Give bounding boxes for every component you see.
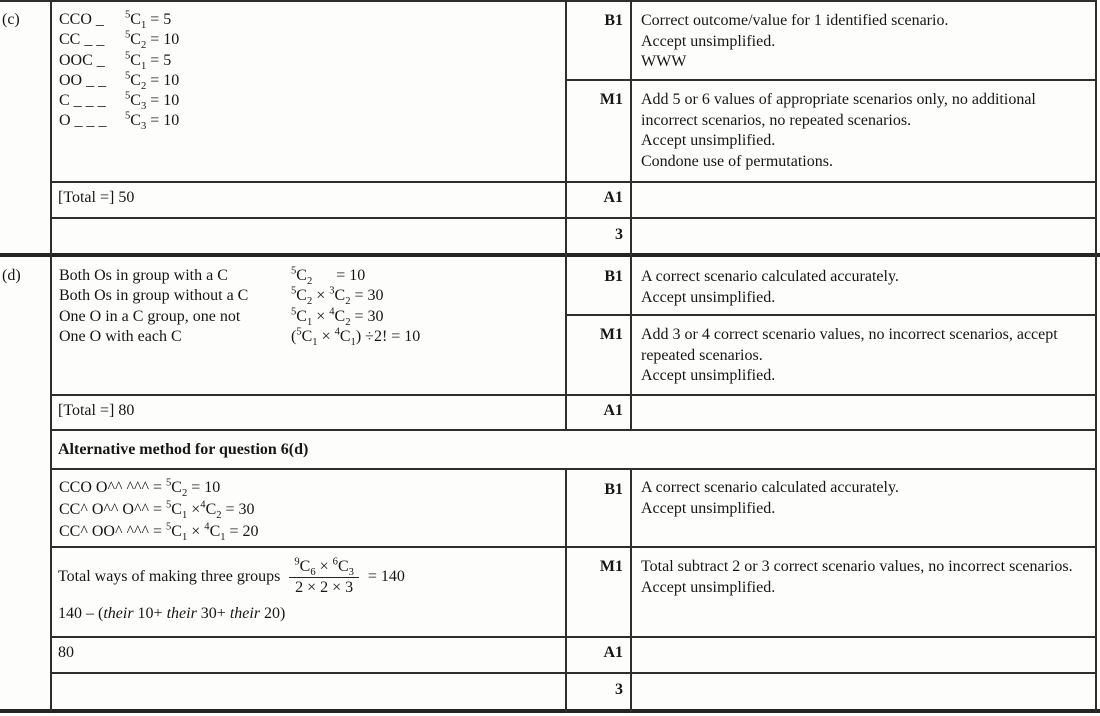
- subtraction-line: 140 – (their 10+ their 30+ their 20): [58, 605, 286, 622]
- border-bottom: [0, 709, 1100, 713]
- guidance-line: Correct outcome/value for 1 identified scenario.: [641, 12, 949, 29]
- mark-a1-part-d: A1: [603, 402, 623, 419]
- scenario-formula: $^5C_1 = 5$: [125, 9, 172, 32]
- guidance-line: Accept unsimplified.: [641, 32, 776, 50]
- alternative-scenarios-cell: [59, 477, 259, 543]
- guidance-line: Add 5 or 6 values of appropriate scenarios only, no additional incorrect scenarios, no repeated scenarios.: [641, 91, 1036, 129]
- guidance-b1-alternative: [641, 478, 1093, 519]
- scenario-formula: $^5C_3 = 10$: [125, 111, 180, 133]
- total-ways-prefix: Total ways of making three groups: [58, 568, 281, 585]
- fraction-denominator: 2 × 2 × 3: [295, 578, 354, 596]
- mark-total-part-d: 3: [615, 681, 623, 698]
- question-part-c-label: (c): [2, 11, 20, 28]
- fraction-numerator: $^9C_6 \times ^6C_3$: [289, 558, 359, 578]
- scenario-description: Both Os in group with a C: [59, 267, 228, 284]
- border-alt-scenarios-top: [50, 468, 1097, 470]
- scenario-formula: $^5C_2$ = 10: [291, 265, 366, 288]
- scenario-line: CC^ O^^ O^^ = $^5C_1 \times^4C_2 = 30$: [59, 499, 255, 522]
- border-guidance-column-lower: [630, 468, 632, 713]
- guidance-b1-part-c: [641, 11, 1093, 73]
- guidance-line: A correct scenario calculated accurately.: [641, 479, 899, 496]
- guidance-line: Accept unsimplified.: [641, 132, 776, 149]
- guidance-line: Condone use of permutations.: [641, 152, 833, 170]
- guidance-m1-alternative: [641, 557, 1093, 598]
- question-part-d-label: (d): [2, 267, 21, 284]
- border-c-b1-m1: [565, 79, 1097, 81]
- scenario-description: One O in a C group, one not: [59, 307, 241, 325]
- border-top: [0, 0, 1097, 2]
- mark-b1-part-c: B1: [604, 12, 623, 29]
- mark-b1-alternative: B1: [604, 481, 623, 498]
- scenario-pattern: CCO _: [59, 11, 104, 28]
- scenario-description: One O with each C: [59, 327, 182, 345]
- mark-total-part-c: 3: [615, 226, 623, 243]
- scenario-line: [59, 71, 179, 91]
- border-mark-column-upper: [565, 0, 567, 431]
- scenario-line: [59, 10, 179, 30]
- guidance-line: Accept unsimplified.: [641, 578, 776, 596]
- scenario-formula: $^5C_2 = 10$: [125, 29, 180, 52]
- mark-b1-part-d: B1: [604, 268, 623, 285]
- border-d-total-top: [50, 394, 1097, 396]
- scenario-formula: $^5C_2 = 10$: [125, 70, 180, 93]
- border-label-column: [50, 0, 52, 713]
- final-answer: 80: [58, 644, 74, 661]
- combination-fraction: [289, 558, 359, 597]
- guidance-line: Accept unsimplified.: [641, 288, 776, 306]
- scenario-formula: $(^5C_1 \times ^4C_1) \div 2$! = 10: [291, 326, 421, 349]
- alternative-method-header: Alternative method for question 6(d): [58, 441, 309, 458]
- mark-m1-part-c: M1: [599, 91, 623, 108]
- part-c-total-line: [Total =] 50: [58, 189, 135, 206]
- mark-m1-alternative: M1: [599, 558, 623, 575]
- scenario-formula: $^5C_3 = 10$: [125, 90, 180, 113]
- scenario-line: [59, 91, 179, 111]
- guidance-b1-part-d: [641, 267, 1093, 308]
- section-separator-c-d: [0, 253, 1100, 257]
- scenario-pattern: C _ _ _: [59, 92, 106, 110]
- scenario-description: Both Os in group without a C: [59, 287, 249, 305]
- border-final-answer-top: [50, 636, 1097, 638]
- scenario-formula: $^5C_1 \times ^4C_2 = 30$: [291, 306, 384, 328]
- scenario-line: CCO O^^ ^^^ = $^5C_2 = 10$: [59, 477, 221, 500]
- guidance-line: Add 3 or 4 correct scenario values, no incorrect scenarios, accept repeated scenarios.: [641, 326, 1058, 364]
- total-ways-expression: [58, 552, 405, 602]
- part-d-total-line: [Total =] 80: [58, 402, 135, 419]
- guidance-line: Total subtract 2 or 3 correct scenario values, no incorrect scenarios.: [641, 558, 1073, 575]
- scenario-line: [59, 30, 179, 50]
- scenario-line: [59, 111, 179, 131]
- border-right: [1095, 0, 1097, 713]
- guidance-m1-part-c: [641, 90, 1093, 172]
- scenario-pattern: OO _ _: [59, 71, 107, 89]
- part-c-answer-cell: [59, 10, 179, 132]
- scenario-line: [59, 327, 420, 347]
- guidance-line: WWW: [641, 53, 687, 70]
- scenario-line: [59, 286, 420, 306]
- mark-m1-part-d: M1: [599, 326, 623, 343]
- border-d-marks-top: [50, 672, 1097, 674]
- scenario-line: CC^ OO^ ^^^ = $^5C_1 \times ^4C_1 = 20$: [59, 521, 259, 544]
- guidance-line: A correct scenario calculated accurately.: [641, 268, 899, 285]
- part-d-answer-cell: [59, 266, 420, 347]
- scenario-pattern: OOC _: [59, 51, 105, 69]
- guidance-line: Accept unsimplified.: [641, 499, 776, 517]
- border-total-ways-top: [50, 546, 1097, 548]
- scenario-line: [59, 266, 420, 286]
- fraction-result: = 140: [367, 568, 405, 585]
- scenario-line: [59, 51, 179, 71]
- border-d-b1-m1: [565, 314, 1097, 316]
- border-mark-column-lower: [565, 468, 567, 713]
- scenario-formula: $^5C_2 \times ^3C_2 = 30$: [291, 285, 384, 308]
- mark-a1-alternative: A1: [603, 644, 623, 661]
- scenario-formula: $^5C_1 = 5$: [125, 50, 172, 72]
- border-c-total-top: [50, 181, 1097, 183]
- border-alt-header-top: [50, 429, 1097, 431]
- guidance-m1-part-d: [641, 325, 1093, 387]
- scenario-pattern: O _ _ _: [59, 112, 107, 130]
- scenario-pattern: CC _ _: [59, 31, 105, 49]
- mark-a1-part-c: A1: [603, 189, 623, 206]
- border-c-marks-top: [50, 217, 1097, 219]
- guidance-line: Accept unsimplified.: [641, 367, 776, 384]
- border-guidance-column-upper: [630, 0, 632, 431]
- scenario-line: [59, 307, 420, 327]
